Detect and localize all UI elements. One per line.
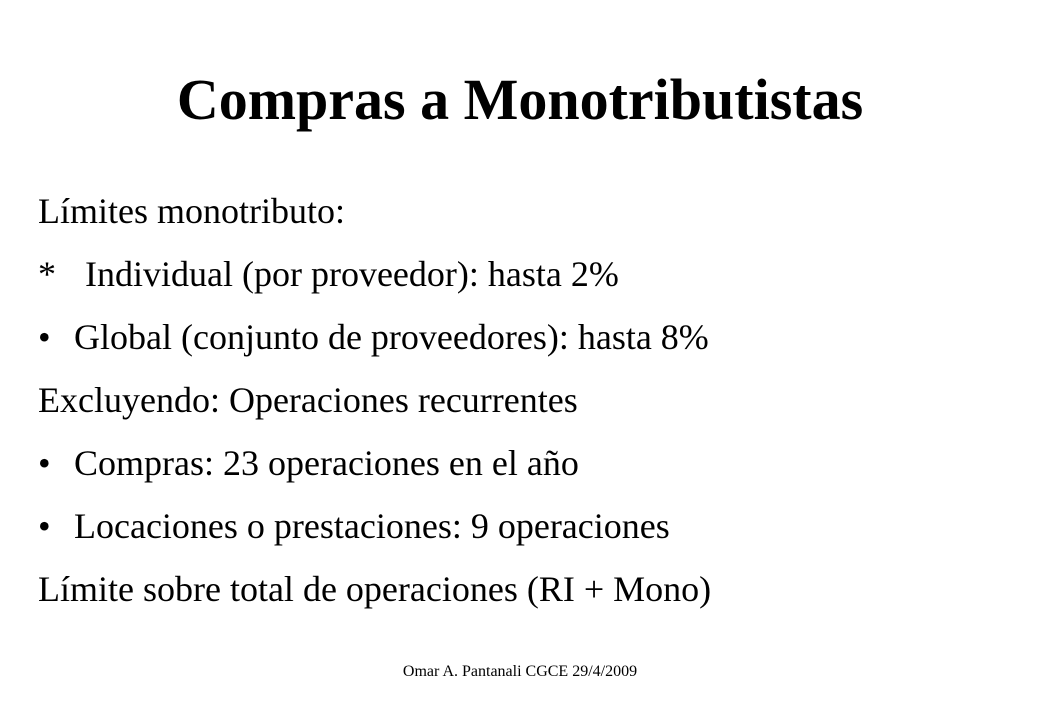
bullet-marker: • bbox=[38, 506, 51, 546]
body-line-individual bbox=[38, 243, 711, 306]
slide-footer: Omar A. Pantanali CGCE 29/4/2009 bbox=[402, 663, 638, 680]
body-line-locaciones bbox=[38, 495, 711, 558]
line-text: Compras: 23 operaciones en el año bbox=[74, 443, 579, 483]
body-line-global bbox=[38, 306, 711, 369]
body-line-limites bbox=[38, 180, 711, 243]
body-line-compras bbox=[38, 432, 711, 495]
line-text: Límites monotributo: bbox=[38, 191, 345, 231]
asterisk-marker: * bbox=[38, 254, 56, 294]
slide-body bbox=[38, 180, 711, 621]
line-text: Límite sobre total de operaciones (RI + Mono) bbox=[38, 569, 712, 609]
slide-title: Compras a Monotributistas bbox=[176, 67, 864, 132]
line-text: Individual (por proveedor): hasta 2% bbox=[85, 254, 619, 294]
line-text: Locaciones o prestaciones: 9 operaciones bbox=[74, 506, 670, 546]
line-text: Excluyendo: Operaciones recurrentes bbox=[38, 380, 578, 420]
body-line-excluyendo bbox=[38, 369, 711, 432]
body-line-limite-total bbox=[38, 558, 711, 621]
line-text: Global (conjunto de proveedores): hasta 8% bbox=[74, 317, 709, 357]
bullet-marker: • bbox=[38, 443, 51, 483]
bullet-marker: • bbox=[38, 317, 51, 357]
